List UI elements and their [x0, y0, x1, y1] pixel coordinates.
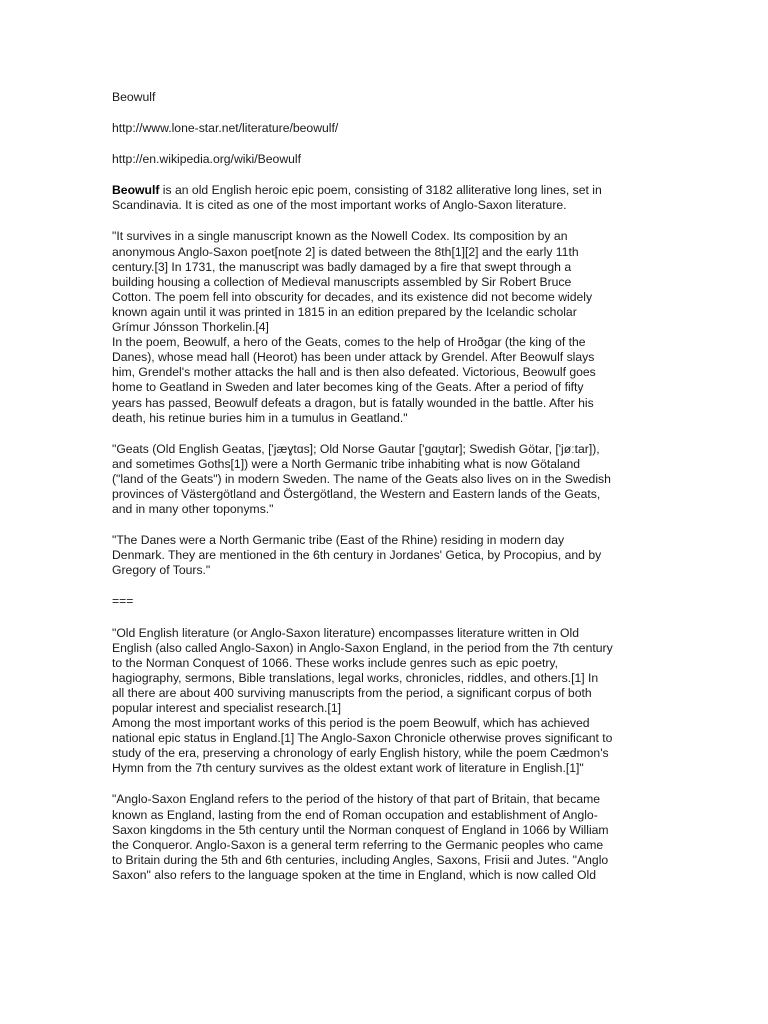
intro-line-2: Scandinavia. It is cited as one of the most important works of Anglo-Saxon literature.	[112, 198, 567, 213]
text-line: Saxon kingdoms in the 5th century until the Norman conquest of England in 1066 by William	[112, 822, 609, 837]
text-line: known again until it was printed in 1815 in an edition prepared by the Icelandic scholar	[112, 304, 577, 319]
spacer	[112, 167, 658, 183]
text-line: anonymous Anglo-Saxon poet[note 2] is dated between the 8th[1][2] and the early 11th	[112, 244, 579, 259]
link-wikipedia: http://en.wikipedia.org/wiki/Beowulf	[112, 152, 302, 167]
quote-paragraph-anglo-saxon-england	[112, 792, 658, 883]
text-line: provinces of Västergötland and Östergötland, the Western and Eastern lands of the Geats,	[112, 486, 601, 501]
document-page	[112, 90, 658, 883]
text-line: and in many other toponyms."	[112, 502, 274, 517]
text-line: Saxon" also refers to the language spoken at the time in England, which is now called Old	[112, 867, 596, 882]
text-line: to the Norman Conquest of 1066. These works include genres such as epic poetry,	[112, 655, 558, 670]
text-line: "The Danes were a North Germanic tribe (East of the Rhine) residing in modern day	[112, 533, 565, 548]
text-line: and sometimes Goths[1]) were a North Germanic tribe inhabiting what is now Götaland	[112, 456, 581, 471]
text-line: death, his retinue buries him in a tumulus in Geatland."	[112, 410, 408, 425]
text-line: home to Geatland in Sweden and later becomes king of the Geats. After a period of fifty	[112, 380, 584, 395]
text-line: building housing a collection of Medieval manuscripts assembled by Sir Robert Bruce	[112, 274, 572, 289]
text-line: Danes), whose mead hall (Heorot) has been under attack by Grendel. After Beowulf slays	[112, 350, 595, 365]
text-line: "Geats (Old English Geatas, ['jæɣtɑs]; Old Norse Gautar ['ɡɑʊ̯tɑr]; Swedish Götar, ['jøːtar]),	[112, 441, 600, 456]
text-line: years has passed, Beowulf defeats a dragon, but is fatally wounded in the battle. After his	[112, 395, 594, 410]
text-line: all there are about 400 surviving manuscripts from the period, a significant corpus of both	[112, 685, 592, 700]
text-line: hagiography, sermons, Bible translations, legal works, chronicles, riddles, and others.[1] In	[112, 670, 599, 685]
text-line: study of the era, preserving a chronology of early English history, while the poem Cædmon's	[112, 746, 609, 761]
text-line: popular interest and specialist research.[1]	[112, 701, 341, 715]
text-line: "Anglo-Saxon England refers to the period of the history of that part of Britain, that became	[112, 792, 601, 807]
document-title: Beowulf	[112, 90, 156, 104]
intro-bold-term: Beowulf	[112, 183, 160, 198]
text-line: ("land of the Geats") in modern Sweden. The name of the Geats also lives on in the Swedish	[112, 471, 611, 486]
text-line: Grímur Jónsson Thorkelin.[4]	[112, 320, 269, 335]
spacer	[112, 213, 658, 229]
text-line: him, Grendel's mother attacks the hall and is then also defeated. Victorious, Beowulf goes	[112, 365, 596, 380]
text-line: Cotton. The poem fell into obscurity for decades, and its existence did not become widely	[112, 289, 593, 304]
spacer	[112, 610, 658, 626]
text-line: national epic status in England.[1] The Anglo-Saxon Chronicle otherwise proves significant to	[112, 731, 613, 746]
intro-line-1-text: is an old English heroic epic poem, consisting of 3182 alliterative long lines, set in	[159, 183, 602, 198]
text-line: Hymn from the 7th century survives as the oldest extant work of literature in English.[1]"	[112, 761, 584, 776]
quote-paragraph-nowell-codex	[112, 229, 658, 425]
text-line: In the poem, Beowulf, a hero of the Geats, comes to the help of Hroðgar (the king of the	[112, 335, 586, 350]
text-line: century.[3] In 1731, the manuscript was badly damaged by a fire that swept through a	[112, 259, 572, 274]
spacer	[112, 776, 658, 792]
spacer	[112, 426, 658, 442]
quote-paragraph-geats	[112, 442, 658, 517]
link-lone-star: http://www.lone-star.net/literature/beowulf/	[112, 121, 339, 136]
spacer	[112, 517, 658, 533]
text-line: Denmark. They are mentioned in the 6th century in Jordanes' Getica, by Procopius, and by	[112, 548, 602, 563]
intro-paragraph	[112, 183, 658, 213]
intro-line-1	[112, 183, 658, 198]
text-line: Among the most important works of this period is the poem Beowulf, which has achieved	[112, 716, 590, 731]
quote-paragraph-danes	[112, 533, 658, 578]
separator: ===	[112, 594, 134, 609]
quote-paragraph-old-english-literature	[112, 626, 658, 777]
text-line: Gregory of Tours."	[112, 563, 211, 578]
spacer	[112, 105, 658, 121]
spacer	[112, 136, 658, 152]
spacer	[112, 578, 658, 594]
text-line: the Conqueror. Anglo-Saxon is a general term referring to the Germanic peoples who came	[112, 837, 604, 852]
text-line: "Old English literature (or Anglo-Saxon literature) encompasses literature written in Old	[112, 625, 579, 640]
text-line: to Britain during the 5th and 6th centuries, including Angles, Saxons, Frisii and Jutes. "Anglo	[112, 852, 609, 867]
text-line: English (also called Anglo-Saxon) in Anglo-Saxon England, in the period from the 7th century	[112, 640, 613, 655]
text-line: "It survives in a single manuscript known as the Nowell Codex. Its composition by an	[112, 229, 568, 244]
text-line: known as England, lasting from the end of Roman occupation and establishment of Anglo-	[112, 807, 598, 822]
